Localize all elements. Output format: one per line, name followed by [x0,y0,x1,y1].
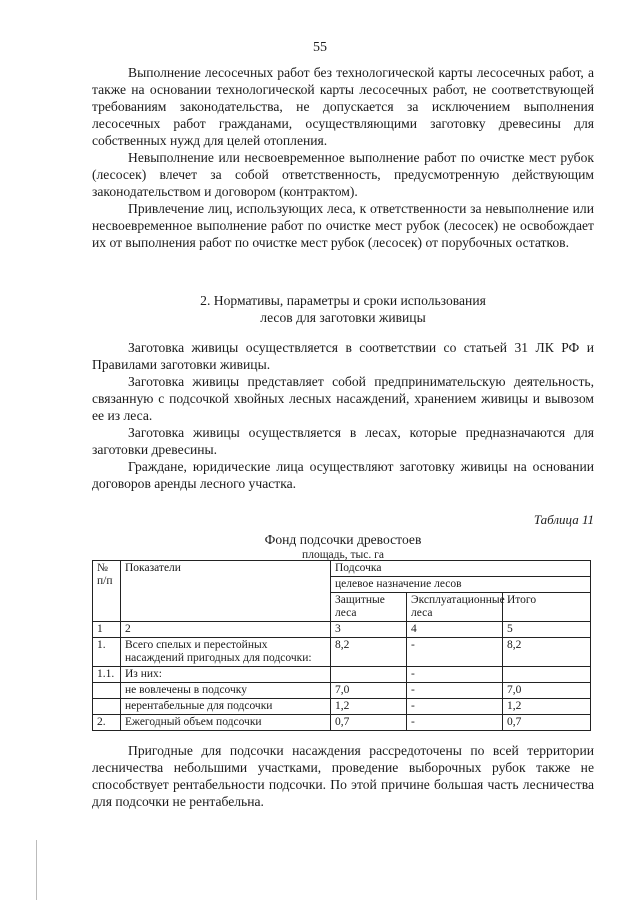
header-cell-purpose: целевое назначение лесов [331,577,591,593]
cell-protective: 1,2 [331,699,407,715]
header-cell-indicators: Показатели [121,561,331,622]
cell-num: 1. [93,638,121,667]
table-header-row [93,561,591,577]
table-row [93,699,591,715]
text-block-conclusion [92,742,594,810]
header-cell-protective: Защитные леса [331,593,407,622]
section-heading-line: лесов для заготовки живицы [260,310,426,325]
cell-label: нерентабельные для подсочки [121,699,331,715]
header-cell-tapping: Подсочка [331,561,591,577]
cell-total: 0,7 [503,715,591,731]
cell-num [93,699,121,715]
table-caption: Таблица 11 [533,512,594,527]
cell-protective: 8,2 [331,638,407,667]
index-cell: 1 [93,622,121,638]
cell-num: 2. [93,715,121,731]
cell-total: 1,2 [503,699,591,715]
cell-total: 8,2 [503,638,591,667]
table-subtitle: площадь, тыс. га [302,549,384,561]
section-heading-line: 2. Нормативы, параметры и сроки использования [200,293,486,308]
header-cell-num: № п/п [93,561,121,622]
index-cell: 3 [331,622,407,638]
header-cell-total: Итого [503,593,591,622]
table-index-row [93,622,591,638]
header-cell-exploitation: Эксплуатационные леса [407,593,503,622]
cell-exploitation: - [407,683,503,699]
table-row [93,638,591,667]
cell-num: 1.1. [93,667,121,683]
cell-total [503,667,591,683]
cell-total: 7,0 [503,683,591,699]
cell-exploitation: - [407,715,503,731]
index-cell: 4 [407,622,503,638]
table-title: Фонд подсочки древостоев [264,532,422,547]
cell-label: Всего спелых и перестойных насаждений пригодных для подсочки: [121,638,331,667]
table-row [93,715,591,731]
cell-protective: 7,0 [331,683,407,699]
tapping-fund-table [92,560,591,731]
index-cell: 2 [121,622,331,638]
paragraph: Заготовка живицы представляет собой предпринимательскую деятельность, связанную с подсочкой хвойных лесных насаждений, хранением живицы и вывозом ее из леса. [92,374,594,423]
cell-label: Ежегодный объем подсочки [121,715,331,731]
paragraph: Невыполнение или несвоевременное выполнение работ по очистке мест рубок (лесосек) влечет за собой ответственность, предусмотренную действующим законодательством и договором (контрактом). [92,150,594,199]
cell-protective [331,667,407,683]
index-cell: 5 [503,622,591,638]
cell-exploitation: - [407,638,503,667]
table-row [93,683,591,699]
paragraph: Пригодные для подсочки насаждения рассредоточены по всей территории лесничества небольшими участками, проведение выборочных рубок также не способствует рентабельности подсочки. По этой причине большая часть лесничества для подсочки не рентабельна. [92,743,594,809]
paragraph: Выполнение лесосечных работ без технологической карты лесосечных работ, а также на основании технологической карты лесосечных работ, не соответствующей требованиям законодательства, не допускается за исключением выполнения лесосечных работ гражданами, осуществляющими заготовку древесины для собственных нужд для целей отопления. [92,65,594,148]
cell-protective: 0,7 [331,715,407,731]
cell-num [93,683,121,699]
cell-exploitation: - [407,699,503,715]
paragraph: Заготовка живицы осуществляется в лесах, которые предназначаются для заготовки древесины. [92,425,594,457]
paragraph: Заготовка живицы осуществляется в соответствии со статьей 31 ЛК РФ и Правилами заготовки живицы. [92,340,594,372]
scan-margin-line [36,840,37,900]
cell-label: не вовлечены в подсочку [121,683,331,699]
paragraph: Граждане, юридические лица осуществляют заготовку живицы на основании договоров аренды лесного участка. [92,459,594,491]
table-row [93,667,591,683]
cell-label: Из них: [121,667,331,683]
text-block-resin [92,339,594,492]
paragraph: Привлечение лиц, использующих леса, к ответственности за невыполнение или несвоевременное выполнение работ по очистке мест рубок (лесосек) не освобождает их от выполнения работ по очистке мест рубок (лесосек) от порубочных остатков. [92,201,594,250]
page-number: 55 [313,40,327,55]
section-heading [92,292,594,326]
text-block-logging [92,64,594,251]
cell-exploitation: - [407,667,503,683]
